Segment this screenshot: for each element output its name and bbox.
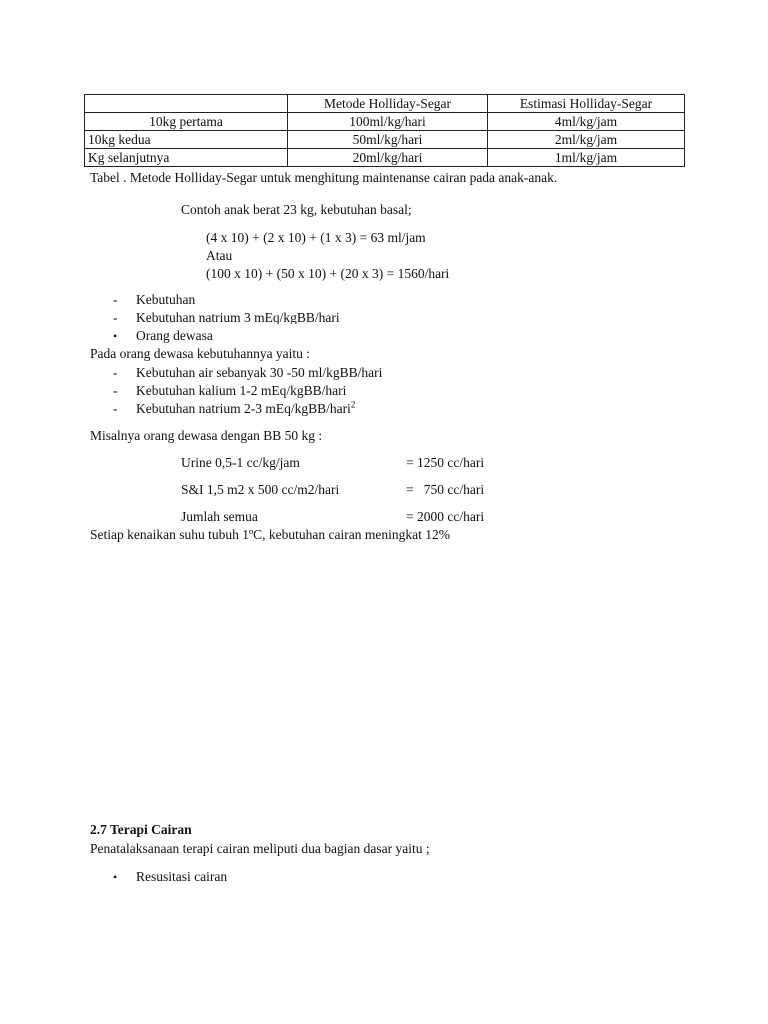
list-item-text: Kebutuhan	[136, 292, 196, 307]
list-item-partial	[136, 309, 376, 324]
table-cell: 10kg pertama	[85, 113, 288, 131]
calc-label: Urine 0,5-1 cc/kg/jam	[181, 455, 300, 470]
section-heading: 2.7 Terapi Cairan	[90, 822, 192, 837]
adult-example-intro: Misalnya orang dewasa dengan BB 50 kg :	[90, 428, 323, 443]
table-cell: 2ml/kg/jam	[488, 131, 685, 149]
bullet-marker: •	[113, 329, 118, 343]
calc-label: S&I 1,5 m2 x 500 cc/m2/hari	[181, 482, 340, 497]
footnote-ref: 2	[350, 399, 356, 410]
list-item-partial	[136, 291, 198, 309]
table-row	[85, 113, 685, 131]
table-cell: 100ml/kg/hari	[288, 113, 488, 131]
dash-marker: -	[113, 365, 118, 380]
bullet-marker: •	[113, 870, 118, 884]
list-item: Kebutuhan kalium 1-2 mEq/kgBB/hari	[136, 383, 347, 398]
formula-daily: (100 x 10) + (50 x 10) + (20 x 3) = 1560/hari	[206, 266, 450, 281]
calc-value: = 2000 cc/hari	[406, 509, 485, 524]
fever-note: Setiap kenaikan suhu tubuh 1ºC, kebutuhan cairan meningkat 12%	[90, 527, 450, 542]
dash-marker: -	[113, 383, 118, 398]
list-item: Resusitasi cairan	[136, 869, 228, 884]
calc-label: Jumlah semua	[181, 509, 258, 524]
list-item-text: Kebutuhan natrium 3 mEq/kgBB/hari	[136, 310, 340, 324]
table-cell: 10kg kedua	[85, 131, 288, 149]
table-cell: 4ml/kg/jam	[488, 113, 685, 131]
list-item-text: Orang dewasa	[136, 328, 213, 343]
holliday-segar-table	[84, 94, 685, 167]
section-intro: Penatalaksanaan terapi cairan meliputi dua bagian dasar yaitu ;	[90, 841, 430, 856]
formula-or: Atau	[206, 248, 233, 263]
calc-value: = 750 cc/hari	[406, 482, 485, 497]
table-header-row	[85, 95, 685, 113]
calc-value: = 1250 cc/hari	[406, 455, 485, 470]
table-cell: 20ml/kg/hari	[288, 149, 488, 167]
list-item	[136, 400, 355, 418]
dash-marker: -	[113, 401, 118, 416]
table-header-cell: Metode Holliday-Segar	[288, 95, 488, 113]
list-item: Kebutuhan air sebanyak 30 -50 ml/kgBB/hari	[136, 365, 383, 380]
adult-intro: Pada orang dewasa kebutuhannya yaitu :	[90, 346, 311, 361]
table-cell: 1ml/kg/jam	[488, 149, 685, 167]
formula-hourly: (4 x 10) + (2 x 10) + (1 x 3) = 63 ml/jam	[206, 230, 426, 245]
table-row	[85, 149, 685, 167]
table-cell: Kg selanjutnya	[85, 149, 288, 167]
child-example-intro: Contoh anak berat 23 kg, kebutuhan basal;	[181, 202, 412, 217]
list-item-partial	[136, 327, 223, 345]
dash-marker: -	[113, 292, 118, 307]
dash-marker: -	[113, 310, 118, 325]
table-cell: 50ml/kg/hari	[288, 131, 488, 149]
table-header-cell	[85, 95, 288, 113]
table-caption: Tabel . Metode Holliday-Segar untuk menghitung maintenanse cairan pada anak-anak.	[90, 170, 558, 185]
table-row	[85, 131, 685, 149]
table-header-cell: Estimasi Holliday-Segar	[488, 95, 685, 113]
list-item-text: Kebutuhan natrium 2-3 mEq/kgBB/hari	[136, 401, 351, 416]
